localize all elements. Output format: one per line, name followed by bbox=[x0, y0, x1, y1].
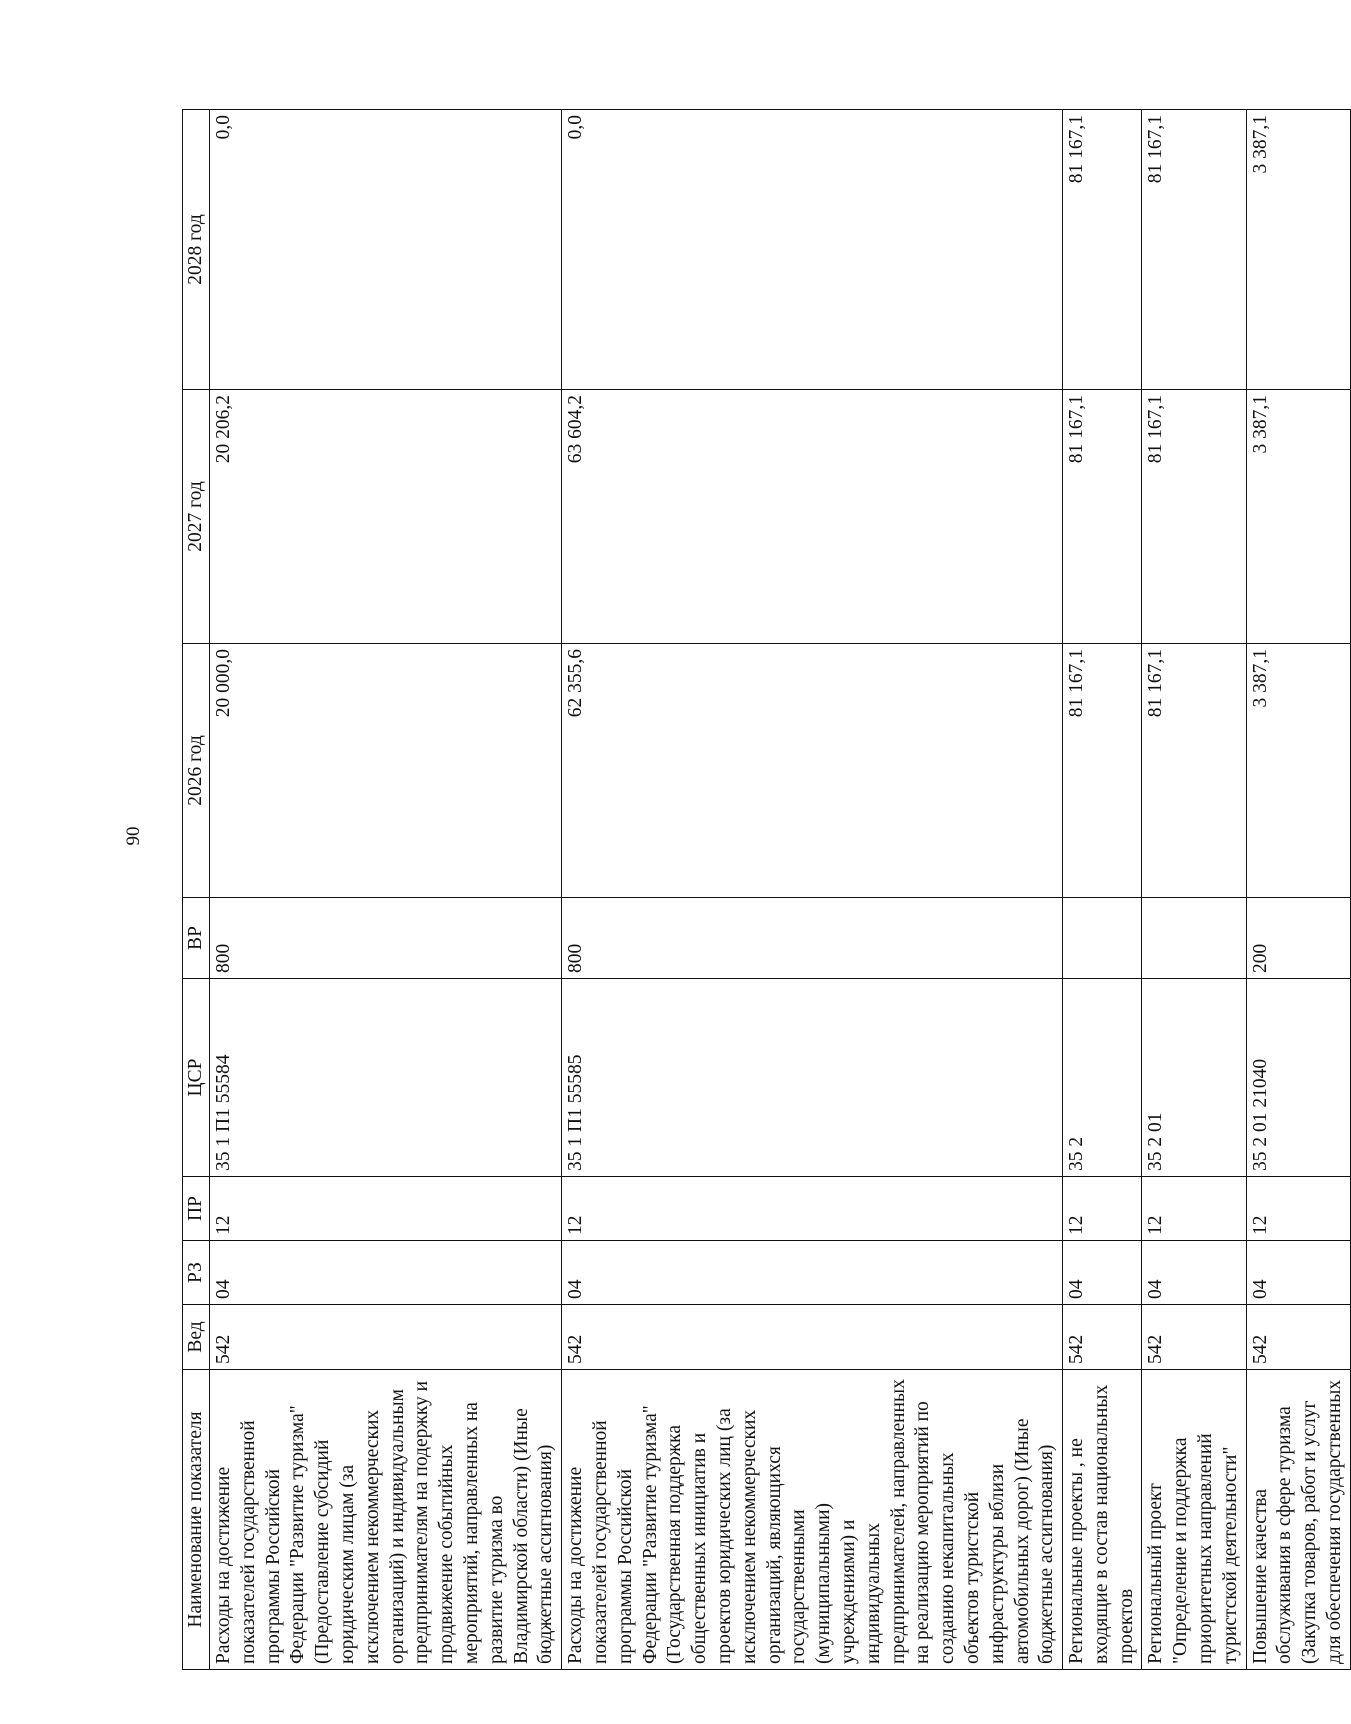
cell-rz: 04 bbox=[1142, 1241, 1246, 1305]
cell-csr: 35 2 01 21040 bbox=[1246, 979, 1350, 1177]
cell-name: Региональный проект "Определение и поддержка приоритетных направлений туристской деятельности" bbox=[1142, 1370, 1246, 1670]
cell-rz: 04 bbox=[562, 1241, 1063, 1305]
cell-2028: 0,0 bbox=[210, 110, 562, 390]
cell-csr: 35 1 П1 55584 bbox=[210, 979, 562, 1177]
cell-csr: 35 1 П1 55585 bbox=[562, 979, 1063, 1177]
cell-name: Повышение качества обслуживания в сфере туризма (Закупка товаров, работ и услуг для обеспечения государственных bbox=[1246, 1370, 1350, 1670]
table-row bbox=[210, 110, 562, 1670]
header-2026: 2026 год bbox=[183, 644, 210, 898]
table-row bbox=[1142, 110, 1246, 1670]
cell-2028: 81 167,1 bbox=[1142, 110, 1246, 390]
cell-rz: 04 bbox=[1246, 1241, 1350, 1305]
header-csr: ЦСР bbox=[183, 979, 210, 1177]
cell-vr: 800 bbox=[562, 898, 1063, 979]
header-2028: 2028 год bbox=[183, 110, 210, 390]
cell-vr bbox=[1063, 898, 1142, 979]
cell-pr: 12 bbox=[1142, 1177, 1246, 1241]
cell-2026: 3 387,1 bbox=[1246, 644, 1350, 898]
cell-name: Расходы на достижение показателей государственной программы Российской Федерации "Развитие туризма" (Государственная поддержка общественных инициатив и проектов юридических лиц (за исключением некоммерческих организаций, являющихся государственными (муниципальными) учреждениями) и индивидуальных предпринимателей, направленных на реализацию мероприятий по созданию некапитальных объектов туристской инфраструктуры вблизи автомобильных дорог) (Иные бюджетные ассигнования) bbox=[562, 1370, 1063, 1670]
page-number: 90 bbox=[123, 826, 144, 846]
cell-2026: 81 167,1 bbox=[1063, 644, 1142, 898]
cell-vr: 800 bbox=[210, 898, 562, 979]
cell-name: Расходы на достижение показателей государственной программы Российской Федерации "Развитие туризма" (Предоставление субсидий юридическим лицам (за исключением некоммерческих организаций) и индивидуальным предпринимателям на подержку и продвижение событийных мероприятий, направленных на развитие туризма во Владимирской области) (Иные бюджетные ассигнования) bbox=[210, 1370, 562, 1670]
header-rz: РЗ bbox=[183, 1241, 210, 1305]
cell-name: Региональные проекты , не входящие в состав национальных проектов bbox=[1063, 1370, 1142, 1670]
cell-2026: 20 000,0 bbox=[210, 644, 562, 898]
cell-ved: 542 bbox=[1142, 1305, 1246, 1370]
cell-ved: 542 bbox=[1246, 1305, 1350, 1370]
cell-vr bbox=[1142, 898, 1246, 979]
cell-2027: 81 167,1 bbox=[1063, 390, 1142, 644]
cell-pr: 12 bbox=[562, 1177, 1063, 1241]
table-row bbox=[1063, 110, 1142, 1670]
header-2027: 2027 год bbox=[183, 390, 210, 644]
header-ved: Вед bbox=[183, 1305, 210, 1370]
cell-csr: 35 2 bbox=[1063, 979, 1142, 1177]
cell-csr: 35 2 01 bbox=[1142, 979, 1246, 1177]
budget-table bbox=[182, 109, 1351, 1670]
header-vr: ВР bbox=[183, 898, 210, 979]
table-header-row bbox=[183, 110, 210, 1670]
cell-2026: 62 355,6 bbox=[562, 644, 1063, 898]
table-row bbox=[562, 110, 1063, 1670]
cell-ved: 542 bbox=[1063, 1305, 1142, 1370]
cell-rz: 04 bbox=[210, 1241, 562, 1305]
cell-2027: 81 167,1 bbox=[1142, 390, 1246, 644]
cell-2026: 81 167,1 bbox=[1142, 644, 1246, 898]
cell-pr: 12 bbox=[1063, 1177, 1142, 1241]
cell-ved: 542 bbox=[210, 1305, 562, 1370]
cell-2028: 0,0 bbox=[562, 110, 1063, 390]
header-name: Наименование показателя bbox=[183, 1370, 210, 1670]
cell-2027: 63 604,2 bbox=[562, 390, 1063, 644]
header-pr: ПР bbox=[183, 1177, 210, 1241]
cell-ved: 542 bbox=[562, 1305, 1063, 1370]
cell-pr: 12 bbox=[1246, 1177, 1350, 1241]
cell-2028: 81 167,1 bbox=[1063, 110, 1142, 390]
cell-vr: 200 bbox=[1246, 898, 1350, 979]
cell-2027: 3 387,1 bbox=[1246, 390, 1350, 644]
cell-rz: 04 bbox=[1063, 1241, 1142, 1305]
table-row bbox=[1246, 110, 1350, 1670]
cell-pr: 12 bbox=[210, 1177, 562, 1241]
cell-2028: 3 387,1 bbox=[1246, 110, 1350, 390]
cell-2027: 20 206,2 bbox=[210, 390, 562, 644]
rotated-table-wrapper bbox=[182, 110, 1346, 1670]
